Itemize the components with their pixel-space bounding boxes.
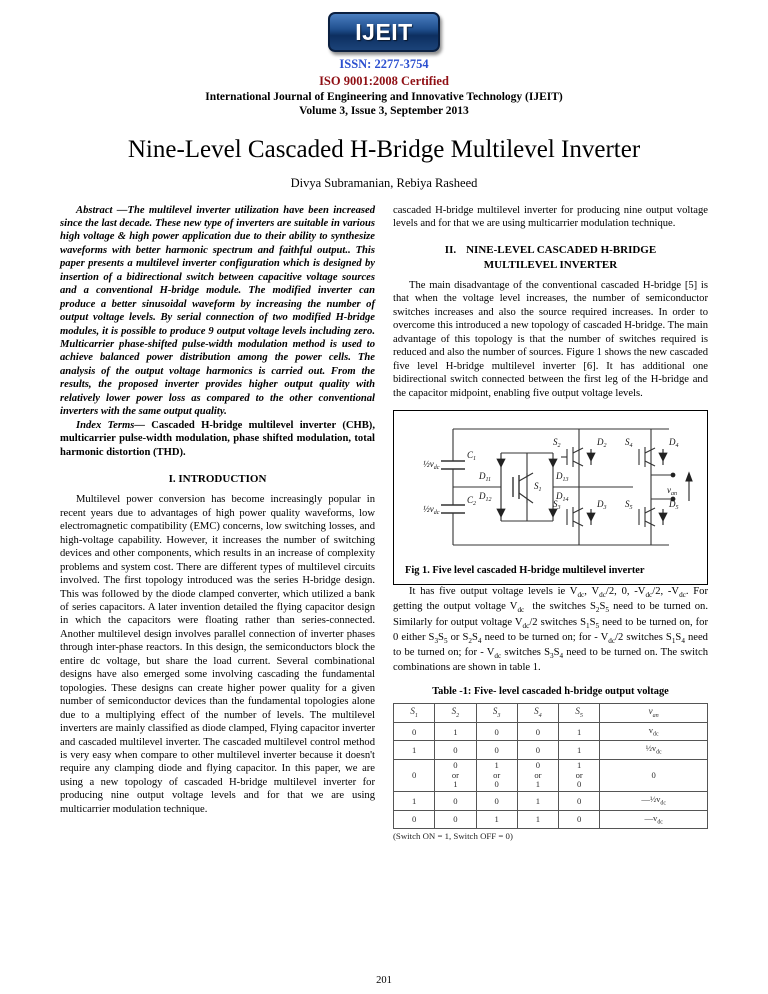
col-header-s5: $S_5$ (559, 703, 600, 722)
cell-s4: 0 (517, 741, 558, 760)
svg-text:D12: $D_{12}$ (478, 491, 491, 504)
cell-s2: 0 (435, 741, 476, 760)
svg-text:S2: $S_2$ (552, 437, 560, 450)
svg-text:D13: $D_{13}$ (555, 471, 568, 484)
cell-van: $—v_{dc}$ (600, 810, 708, 829)
abstract-body: The multilevel inverter utilization have been increased since the last decade. These new type of inverters are suitable in various high voltage & high power application due to their ability to synthesize waveforms with better harmonic spectrum and faithful output.. This paper presents a multilevel inverter configuration which is designed by insertion of a bidirectional switch between capacitive voltage sources and a conventional H-bridge module. The modified inverter can produce a better sinusoidal waveform by increasing the number of output voltage levels. By serial connection of two modified H-bridge modules, it is possible to produce 9 output voltage levels including zero. Multicarrier phase-shifted pulse-width modulation method is used to achieve balanced power distribution among the power cells. The analysis of the output voltage harmonics is carried out. From the results, the proposed inverter provides higher output quality with relatively lower power loss as compared to the other conventional inverters with the same output quality. (60, 204, 375, 418)
cell-van: 0 (600, 760, 708, 792)
ijeit-logo-icon (328, 12, 440, 52)
section-title-line2: MULTILEVEL INVERTER (483, 258, 618, 271)
table-row (394, 741, 708, 760)
col-header-s2: $S_2$ (435, 703, 476, 722)
figure-1-box (393, 410, 708, 585)
svg-text:van: $v_{an}$ (666, 485, 677, 498)
cell-s4: 0 or 1 (517, 760, 558, 792)
figure-1-caption: Fig 1. Five level cascaded H-bridge multilevel inverter (405, 565, 645, 577)
iso-certified-line: ISO 9001:2008 Certified (319, 74, 449, 88)
cell-s1: 0 (394, 760, 435, 792)
section-title-line1: NINE-LEVEL CASCADED H-BRIDGE (466, 244, 657, 257)
svg-text:C2: $C_2$ (466, 495, 476, 508)
col-header-s4: $S_4$ (517, 703, 558, 722)
cell-s2: 0 (435, 791, 476, 810)
svg-text:D2: $D_2$ (596, 437, 606, 450)
cell-s3: 1 or 0 (476, 760, 517, 792)
five-level-h-bridge-circuit-diagram (401, 417, 701, 557)
svg-text:S3: $S_3$ (552, 499, 560, 512)
col-header-s1: $S_1$ (394, 703, 435, 722)
section-number: II. (444, 244, 457, 257)
cell-van: $v_{dc}$ (600, 722, 708, 741)
section-heading-nine-level (393, 243, 708, 272)
volume-issue-line: Volume 3, Issue 3, September 2013 (299, 105, 469, 117)
svg-text:C1: $C_1$ (466, 450, 476, 463)
cell-s1: 0 (394, 810, 435, 829)
col-header-van: $v_{an}$ (600, 703, 708, 722)
cell-s2: 0 or 1 (435, 760, 476, 792)
table-1-title: Table -1: Five- level cascaded h-bridge output voltage (432, 685, 669, 697)
svg-text:S5: $S_5$ (624, 499, 632, 512)
table-row (394, 760, 708, 792)
masthead (60, 10, 708, 117)
abstract-label: Abstract — (76, 204, 128, 216)
cell-s2: 1 (435, 722, 476, 741)
authors-line: Divya Subramanian, Rebiya Rasheed (290, 175, 478, 190)
logo-text: IJEIT (355, 18, 413, 45)
cell-s5: 1 (559, 722, 600, 741)
svg-text:S1: $S_1$ (533, 481, 541, 494)
introduction-paragraph: Multilevel power conversion has become increasingly popular in recent years due to advantages of high power quality waveforms, low electromagnetic compatibility (EMC) concerns, low switching losses, and high-voltage capability. However, it increases the number of switching devices and other components, which results in an increase of complexity problems and system cost. There are different types of multilevel circuits involved. The first topology introduced was the series H-bridge design. This was followed by the diode clamped converter, which utilized a bank of series capacitors. A later invention detailed the flying capacitor design in which the capacitors were floating rather than series-connected. Another multilevel design involves parallel connection of inverter phases through inter-phase reactors. In this design, the semiconductors block the entire dc voltage, but share the load current. Several combinational designs have also emerged some involving cascading the fundamental topologies. These designs can create higher power quality for a given number of semiconductor devices than the fundamental topologies alone due to a multiplying effect of the number of levels. The multilevel inverters are mainly classified as diode clamped, Flying capacitor inverter and cascaded multilevel inverter. The cascaded multilevel control method is very easy when compare to other multilevel inverter because it doesn't require any clamping diode and flying capacitor. In this paper, we are using a new topology of cascaded H-bridge multilevel inverter for producing nine output voltage levels and for that we are using multicarrier modulation technique. (60, 494, 375, 815)
cell-s3: 1 (476, 810, 517, 829)
cell-van: $\frac{1}{2}v_{dc}$ (600, 741, 708, 760)
table-row (394, 810, 708, 829)
svg-text:D14: $D_{14}$ (555, 491, 568, 504)
journal-logo (328, 12, 440, 52)
cell-s1: 1 (394, 741, 435, 760)
table-note: (Switch ON = 1, Switch OFF = 0) (393, 831, 513, 842)
left-column (60, 204, 375, 842)
paper-title: Nine-Level Cascaded H-Bridge Multilevel Inverter (127, 136, 641, 163)
issn-line: ISSN: 2277-3754 (339, 57, 429, 71)
abstract-paragraph (60, 204, 375, 419)
cell-s2: 0 (435, 810, 476, 829)
svg-text:½vdc: $\frac{1}{2}v_{dc}$ (422, 459, 439, 472)
journal-name: International Journal of Engineering and Innovative Technology (IJEIT) (205, 91, 563, 103)
svg-text:D4: $D_4$ (668, 437, 678, 450)
index-terms-body: Cascaded H-bridge multilevel inverter (CHB), multicarrier pulse-width modulation, phase shifted modulation, total harmonic distortion (THD). (60, 419, 375, 458)
svg-text:D3: $D_3$ (596, 499, 606, 512)
col-header-s3: $S_3$ (476, 703, 517, 722)
switching-combination-table (393, 703, 708, 829)
intro-continuation-visible: cascaded H-bridge multilevel inverter for producing nine output voltage levels and for that we are using multicarrier modulation technique. (393, 204, 708, 229)
body-columns (60, 204, 708, 842)
cell-van: $—\frac{1}{2}v_{dc}$ (600, 791, 708, 810)
section2-paragraph: The main disadvantage of the conventional cascaded H-bridge [5] is that when the voltage level increases, the number of semiconductor switches increases and also the source required increases. In order to overcome this introduced a new topology of cascaded H-bridge. The main advantage of this topology is that the number of switches required is reduced and also the number of sources. Figure 1 shows the new cascaded five level H-bridge multilevel inverter [6]. It has additional one bidirectional switch connected between the first leg of the H-bridge and the capacitor midpoint, enabling five output voltage levels. (393, 280, 708, 399)
cell-s5: 0 (559, 810, 600, 829)
post-figure-paragraph: It has five output voltage levels ie $V_{dc}$, $V_{dc}/2$, 0, $-V_{dc}/2$, $-V_{dc}$. For getting the output voltage $V_{dc}$ the switches $S_2S_5$ need to be turned on. Similarly for output voltage $V_{dc}/2$ switches $S_1S_5$ need to be turned on, for 0 either $S_3S_5$ or $S_2S_4$ need to be turned on; for - $V_{dc}/2$ switches $S_1S_4$ need to be turned on; for - $V_{dc}$ switches $S_3S_4$ need to be turned on. The switch combinations are shown in table 1. (393, 586, 708, 674)
cell-s4: 1 (517, 810, 558, 829)
svg-text:½vdc: $\frac{1}{2}v_{dc}$ (422, 504, 439, 517)
cell-s1: 1 (394, 791, 435, 810)
right-column (393, 204, 708, 842)
svg-text:S4: $S_4$ (624, 437, 632, 450)
cell-s3: 0 (476, 741, 517, 760)
cell-s5: 1 (559, 741, 600, 760)
index-terms-paragraph (60, 419, 375, 459)
section-heading-introduction: I. INTRODUCTION (168, 473, 267, 486)
cell-s1: 0 (394, 722, 435, 741)
cell-s3: 0 (476, 722, 517, 741)
table-row (394, 791, 708, 810)
svg-text:D11: $D_{11}$ (478, 471, 491, 484)
svg-text:D5: $D_5$ (668, 499, 678, 512)
cell-s4: 1 (517, 791, 558, 810)
page-number: 201 (376, 975, 392, 986)
table-header-row (394, 703, 708, 722)
cell-s3: 0 (476, 791, 517, 810)
table-row (394, 722, 708, 741)
cell-s5: 0 (559, 791, 600, 810)
cell-s5: 1 or 0 (559, 760, 600, 792)
cell-s4: 0 (517, 722, 558, 741)
index-terms-label: Index Terms— (76, 419, 145, 431)
